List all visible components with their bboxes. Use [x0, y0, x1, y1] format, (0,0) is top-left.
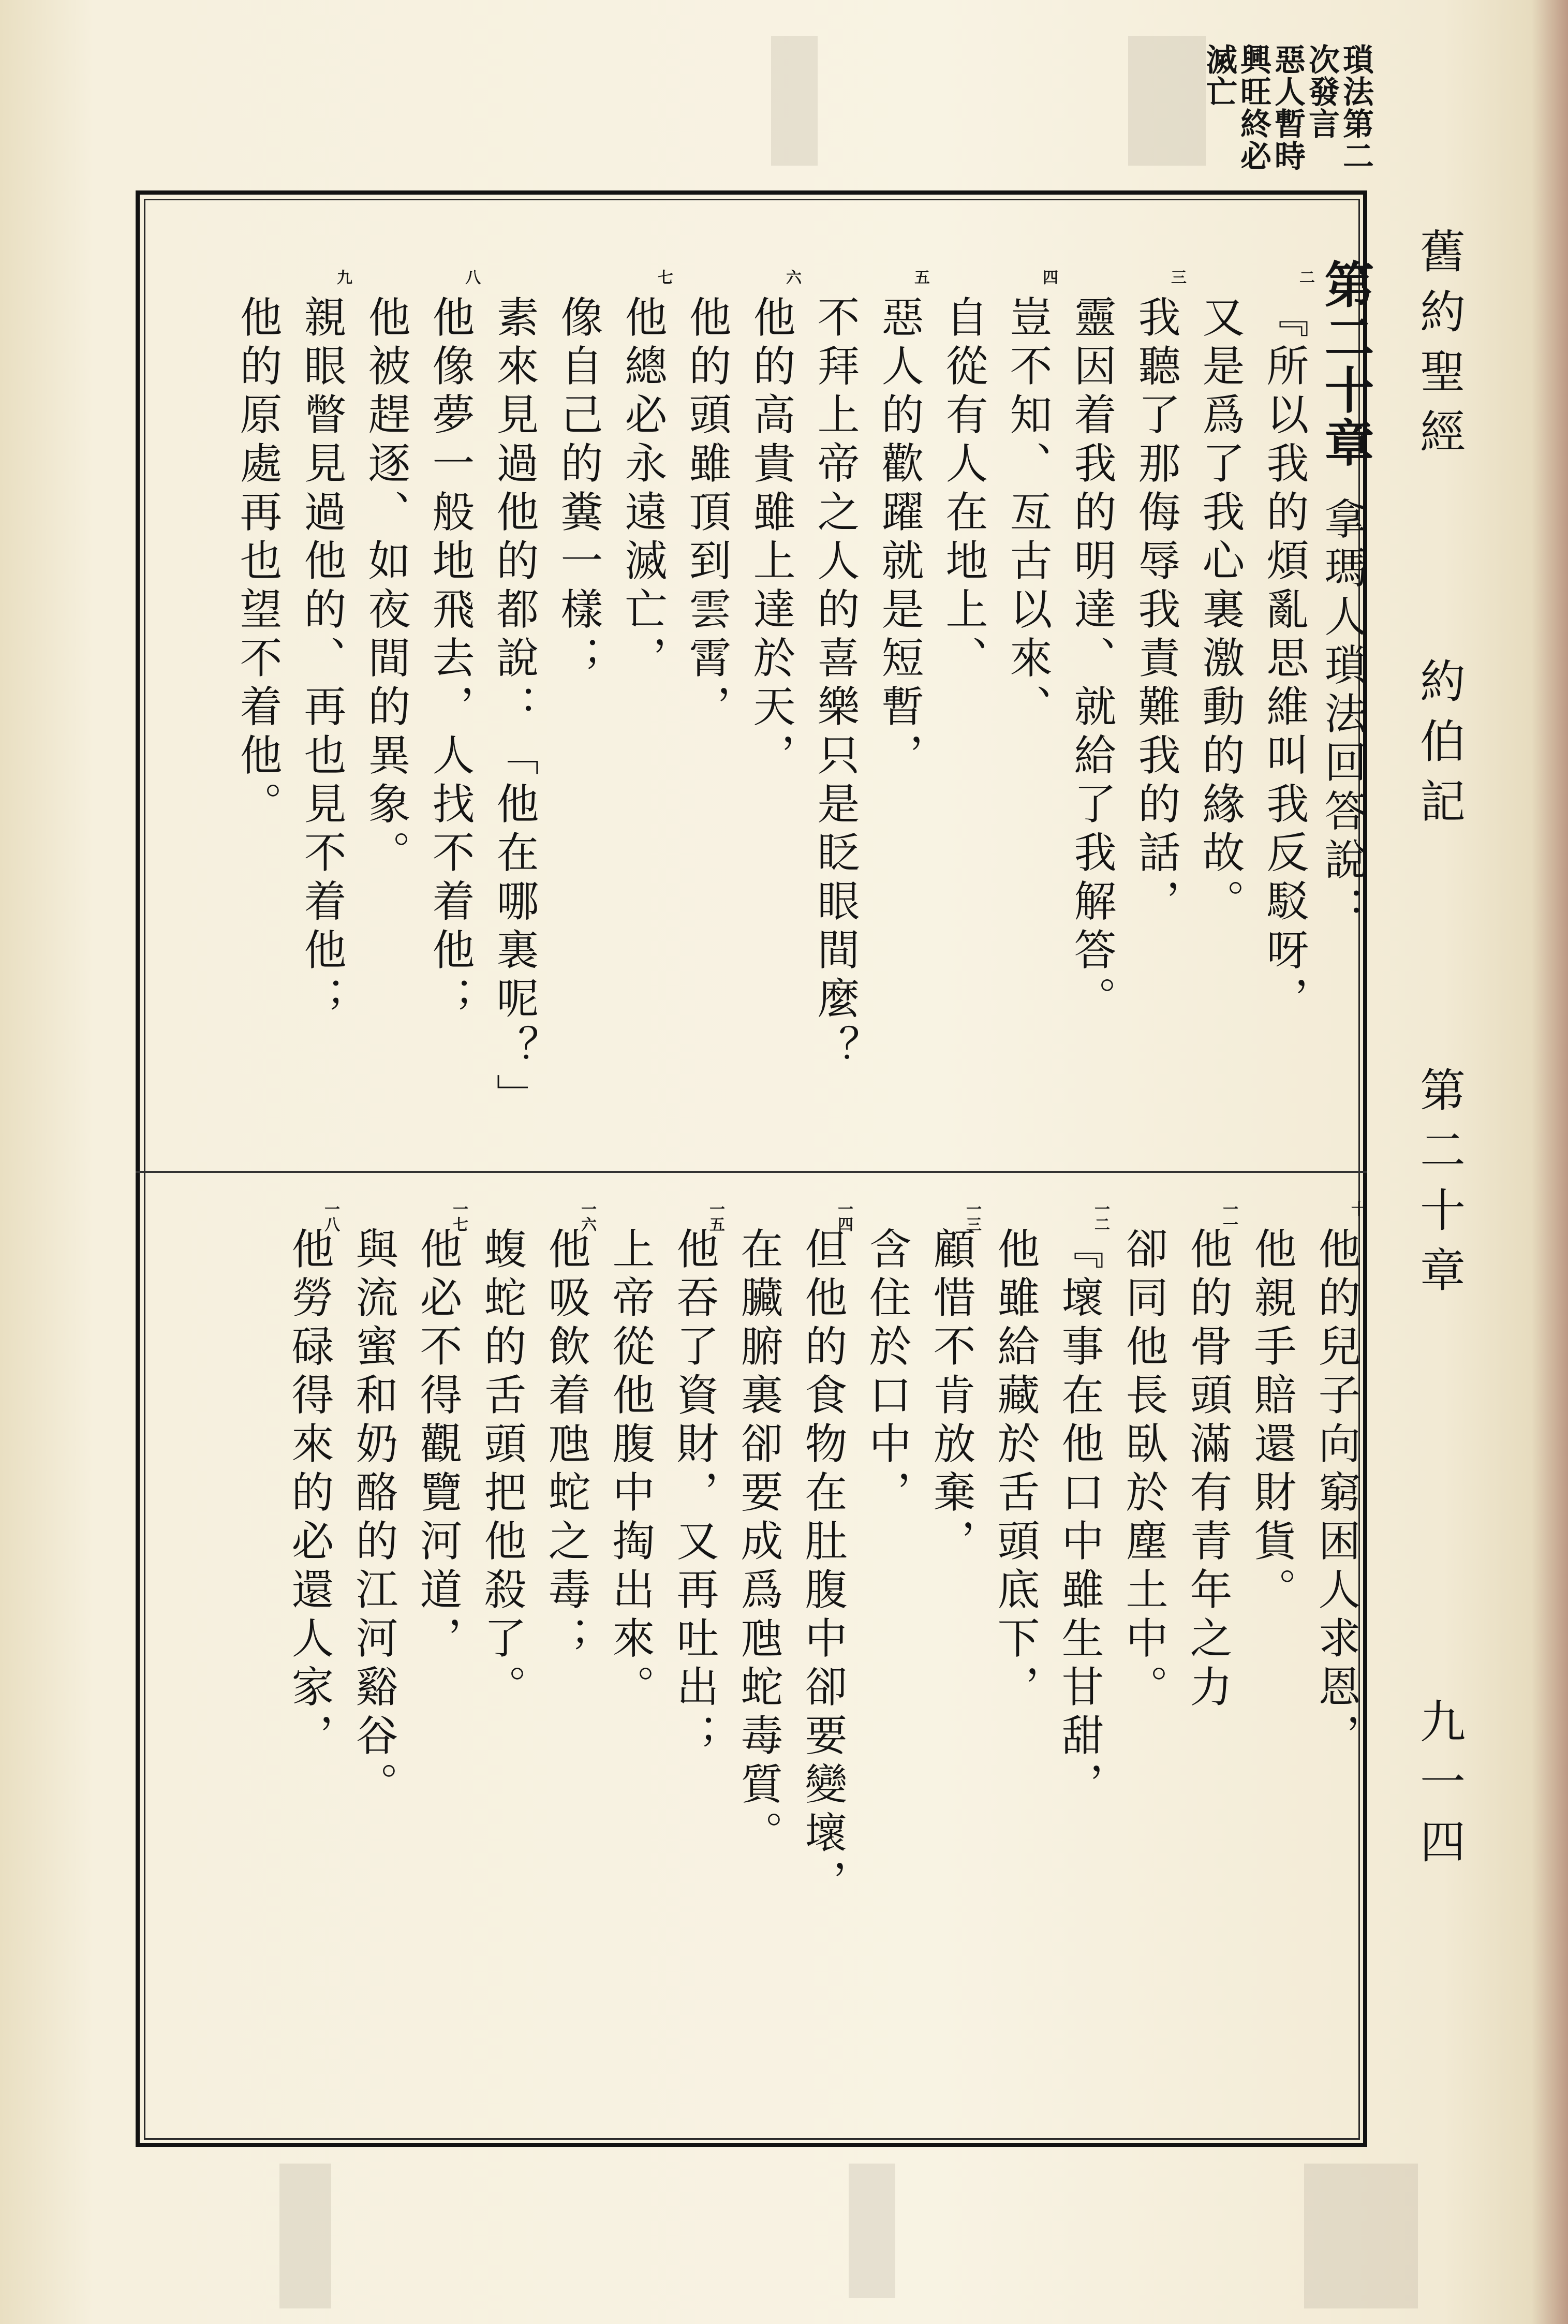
margin-note-line: 次發言	[1304, 43, 1340, 140]
lower-line: 『壞事在他口中雖生甘甜，	[1055, 1227, 1104, 1811]
upper-verse-number: 八	[462, 269, 480, 285]
upper-verse-number: 四	[1040, 269, 1058, 285]
lower-verse-number: 一五	[706, 1201, 724, 1232]
lower-verse-number: 一七	[450, 1201, 468, 1232]
upper-line: 自從有人在地上、	[939, 295, 988, 684]
lower-line: 但他的食物在肚腹中卻要變壞，	[798, 1227, 847, 1908]
bleed-through-mark	[1304, 2164, 1418, 2308]
bleed-through-mark	[1128, 36, 1206, 166]
lower-line: 他勞碌得來的必還人家，	[285, 1227, 334, 1762]
upper-line: 『所以我的煩亂思維叫我反駁呀，	[1260, 295, 1309, 1025]
bleed-through-mark	[771, 36, 818, 166]
margin-note-line: 惡人暫時	[1269, 43, 1306, 172]
lower-verse-number: 一二	[1091, 1201, 1110, 1232]
upper-line: 又是爲了我心裏激動的緣故。	[1195, 295, 1245, 928]
lower-line: 他雖給藏於舌頭底下，	[990, 1227, 1040, 1713]
upper-line: 素來見過他的都說：「他在哪裏呢？」	[490, 295, 539, 1122]
upper-verse-number: 二	[1296, 269, 1314, 285]
bleed-through-mark	[849, 2164, 895, 2298]
upper-line: 他總必永遠滅亡，	[618, 295, 667, 684]
lower-line: 含住於口中，	[862, 1227, 911, 1519]
upper-line: 惡人的歡躍就是短暫，	[875, 295, 924, 782]
margin-note-line: 滅亡	[1201, 43, 1237, 108]
upper-line: 不拜上帝之人的喜樂只是眨眼間麼？	[810, 295, 860, 1073]
bleed-through-mark	[279, 2164, 331, 2308]
lower-line: 他的骨頭滿有青年之力	[1183, 1227, 1232, 1713]
lower-line: 他親手賠還財貨。	[1247, 1227, 1296, 1616]
chapter-label: 第二十章	[1413, 1066, 1466, 1306]
margin-note-line: 興旺終必	[1235, 43, 1271, 172]
upper-line: 他的原處再也望不着他。	[233, 295, 282, 830]
lower-line: 他的兒子向窮困人求恩，	[1311, 1227, 1360, 1762]
lower-line: 卻同他長臥於塵土中。	[1119, 1227, 1168, 1713]
lower-verse-number: 一一	[1220, 1201, 1238, 1232]
upper-verse-number: 五	[911, 269, 929, 285]
lower-verse-number: 十	[1348, 1201, 1366, 1216]
page-number: 九一四	[1413, 1698, 1466, 1878]
lower-line: 他必不得觀覽河道，	[413, 1227, 462, 1665]
lower-line: 他吞了資財，又再吐出；	[670, 1227, 719, 1762]
upper-line: 像自己的糞一樣；	[554, 295, 603, 684]
page-spine-shadow	[1532, 0, 1568, 2324]
upper-line: 他的頭雖頂到雲霄，	[682, 295, 731, 733]
lower-line: 上帝從他腹中掏出來。	[605, 1227, 655, 1713]
lower-verse-number: 一四	[835, 1201, 853, 1232]
lower-verse-number: 一六	[578, 1201, 596, 1232]
upper-verse-number: 三	[1168, 269, 1186, 285]
upper-line: 靈因着我的明達、就給了我解答。	[1067, 295, 1116, 1025]
lower-line: 在臟腑裏卻要成爲虺蛇毒質。	[734, 1227, 783, 1859]
chapter-intro: 拿瑪人瑣法回答說：	[1318, 497, 1367, 935]
lower-line: 顧惜不肯放棄，	[926, 1227, 975, 1567]
upper-line: 親眼瞥見過他的、再也見不着他；	[297, 295, 346, 1025]
upper-line: 我聽了那侮辱我責難我的話，	[1131, 295, 1180, 928]
section-divider	[136, 1171, 1367, 1173]
upper-line: 他像夢一般地飛去，人找不着他；	[425, 295, 475, 1025]
lower-line: 蝮蛇的舌頭把他殺了。	[477, 1227, 526, 1713]
book-name: 約伯記	[1413, 657, 1466, 837]
upper-verse-number: 六	[783, 269, 801, 285]
upper-line: 他的高貴雖上達於天，	[746, 295, 795, 782]
upper-verse-number: 七	[655, 269, 673, 285]
lower-line: 他吸飲着虺蛇之毒；	[541, 1227, 590, 1665]
lower-line: 與流蜜和奶酪的江河谿谷。	[349, 1227, 398, 1811]
margin-note-line: 瑣法第二	[1338, 43, 1374, 172]
lower-verse-number: 一八	[321, 1201, 339, 1232]
upper-line: 豈不知、亙古以來、	[1003, 295, 1052, 733]
upper-line: 他被趕逐、如夜間的異象。	[361, 295, 410, 879]
chapter-heading: 第二十章	[1316, 259, 1374, 470]
upper-verse-number: 九	[334, 269, 352, 285]
book-title: 舊約聖經	[1413, 228, 1466, 468]
lower-verse-number: 一三	[963, 1201, 981, 1232]
